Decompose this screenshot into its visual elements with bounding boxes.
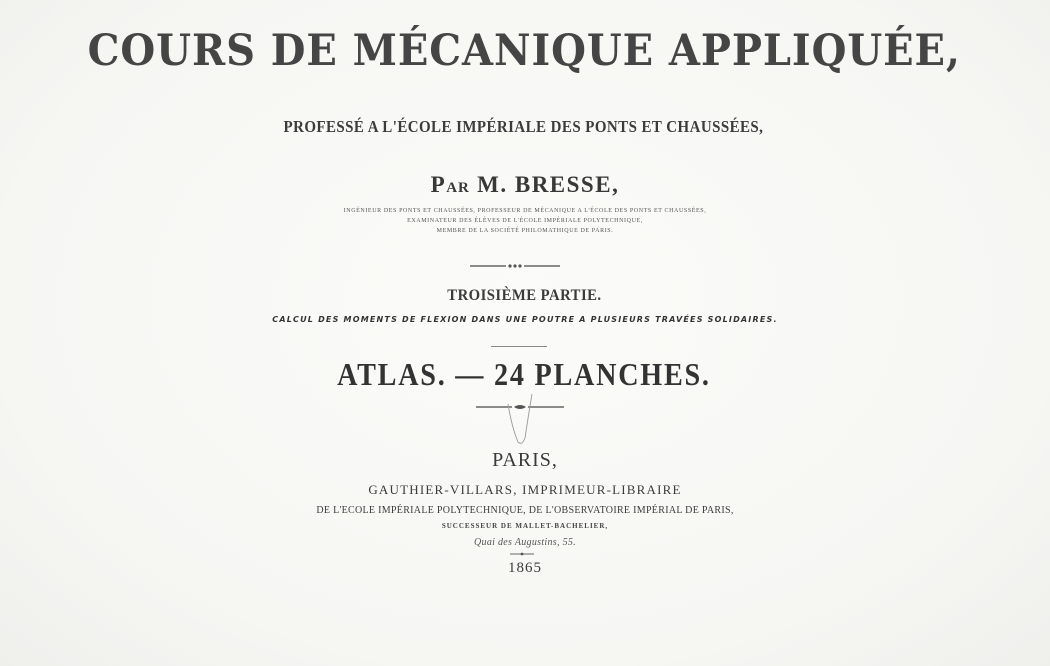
- pencil-mark: [498, 388, 542, 448]
- author-line: [0, 172, 1050, 198]
- main-title: COURS DE MÉCANIQUE APPLIQUÉE,: [87, 26, 961, 76]
- author-name: M. BRESSE,: [477, 172, 620, 197]
- ornament-small: [509, 551, 535, 557]
- address: Quai des Augustins, 55.: [474, 537, 576, 548]
- part-subtitle: CALCUL DES MOMENTS DE FLEXION DANS UNE POUTRE A PLUSIEURS TRAVÉES SOLIDAIRES.: [272, 315, 778, 324]
- part-title: TROISIÈME PARTIE.: [447, 287, 602, 304]
- year: 1865: [508, 560, 542, 576]
- successor: SUCCESSEUR DE MALLET-BACHELIER,: [441, 522, 609, 530]
- credential-line-3: MEMBRE DE LA SOCIÉTÉ PHILOMATHIQUE DE PARIS.: [436, 228, 614, 234]
- publisher: GAUTHIER-VILLARS, IMPRIMEUR-LIBRAIRE: [368, 482, 682, 497]
- author-prefix-small: AR: [446, 180, 470, 196]
- credential-line-1: INGÉNIEUR DES PONTS ET CHAUSSÉES, PROFESSEUR DE MÉCANIQUE A L'ÉCOLE DES PONTS ET CHAUSSÉES,: [343, 208, 707, 214]
- city: PARIS,: [492, 449, 558, 471]
- ornament-divider-top: [468, 262, 562, 270]
- credential-line-2: EXAMINATEUR DES ÉLÈVES DE L'ÉCOLE IMPÉRIALE POLYTECHNIQUE,: [407, 218, 643, 224]
- subtitle: PROFESSÉ A L'ÉCOLE IMPÉRIALE DES PONTS ET CHAUSSÉES,: [283, 117, 764, 136]
- atlas-heading: ATLAS. — 24 PLANCHES.: [337, 356, 711, 392]
- author-prefix-big: P: [430, 172, 447, 197]
- publisher-affiliation: DE L'ECOLE IMPÉRIALE POLYTECHNIQUE, DE L'OBSERVATOIRE IMPÉRIAL DE PARIS,: [316, 505, 734, 516]
- rule-divider: [491, 346, 547, 347]
